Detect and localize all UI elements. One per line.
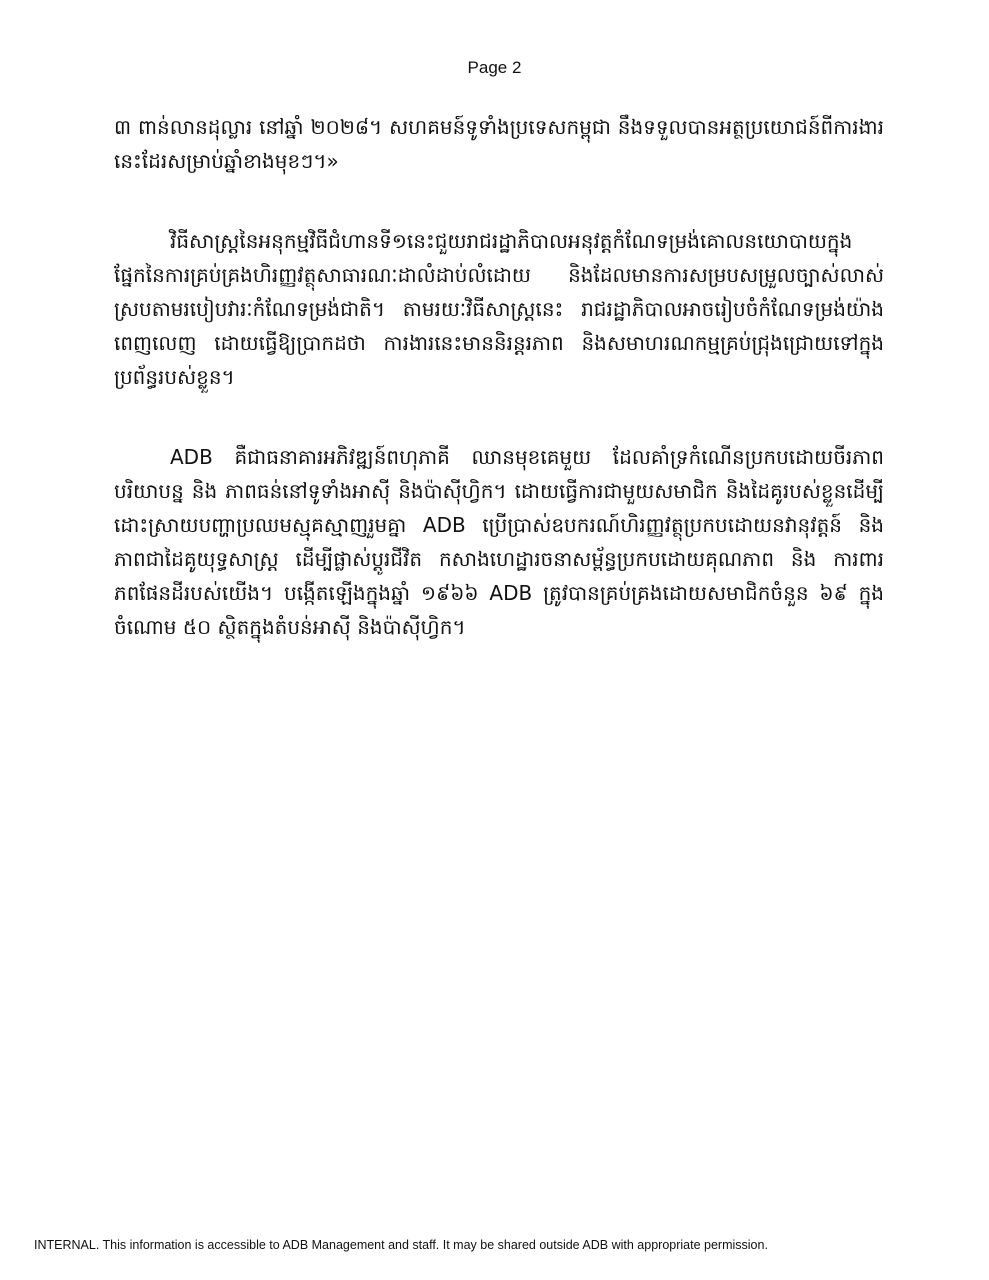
paragraph-approach: វិធីសាស្ត្រនៃអនុកម្មវិធីជំហានទី១នេះជួយរាជរដ្ឋាភិបាលអនុវត្តកំណែទម្រង់គោលនយោបាយក្នុងផ្នែកនៃការគ្រប់គ្រងហិរញ្ញវត្ថុសាធារណៈដាលំដាប់លំដោយ និងដែលមានការសម្របសម្រួលច្បាស់លាស់ស្របតាមរបៀបវារៈកំណែទម្រង់ជាតិ។ តាមរយៈវិធីសាស្ត្រនេះ រាជរដ្ឋាភិបាលអាចរៀបចំកំណែទម្រង់យ៉ាងពេញលេញ ដោយធ្វើឱ្យប្រាកដថា ការងារនេះមាននិរន្តរភាព និងសមាហរណកម្មគ្រប់ជ្រុងជ្រោយទៅក្នុងប្រព័ន្ធរបស់ខ្លួន។ <box>114 229 884 389</box>
footer-classification-notice: INTERNAL. This information is accessible to ADB Management and staff. It may be shared outside ADB with appropriate permission. <box>34 1238 768 1252</box>
paragraph-quote-continuation: ៣ ពាន់លានដុល្លារ នៅឆ្នាំ ២០២៨។ សហគមន៍ទូទាំងប្រទេសកម្ពុជា នឹងទទួលបានអត្ថប្រយោជន៍ពីការងារនេះដែរសម្រាប់ឆ្នាំខាងមុខៗ។» <box>114 115 884 173</box>
document-body <box>114 110 884 644</box>
paragraph-about-adb: ADB គឺជាធនាគារអភិវឌ្ឍន៍ពហុភាគី ឈានមុខគេមួយ ដែលគាំទ្រកំណើនប្រកបដោយចីរភាព បរិយាបន្ន និង ភាពធន់នៅទូទាំងអាស៊ី និងប៉ាស៊ីហ្វិក។ ដោយធ្វើការជាមួយសមាជិក និងដៃគូរបស់ខ្លួនដើម្បីដោះស្រាយបញ្ហាប្រឈមស្មុគស្មាញរួមគ្នា ADB ប្រើប្រាស់ឧបករណ៍ហិរញ្ញវត្ថុប្រកបដោយនវានុវត្តន៍ និង ភាពជាដៃគូយុទ្ធសាស្ត្រ ដើម្បីផ្លាស់ប្តូរជីវិត កសាងហេដ្ឋារចនាសម្ព័ន្ធប្រកបដោយគុណភាព និង ការពារភពផែនដីរបស់យើង។ បង្កើតឡើងក្នុងឆ្នាំ ១៩៦៦ ADB ត្រូវបានគ្រប់គ្រងដោយសមាជិកចំនួន ៦៩ ក្នុងចំណោម ៥០ ស្ថិតក្នុងតំបន់អាស៊ី និងប៉ាស៊ីហ្វិក។ <box>114 445 884 639</box>
page-number: Page 2 <box>467 58 522 77</box>
